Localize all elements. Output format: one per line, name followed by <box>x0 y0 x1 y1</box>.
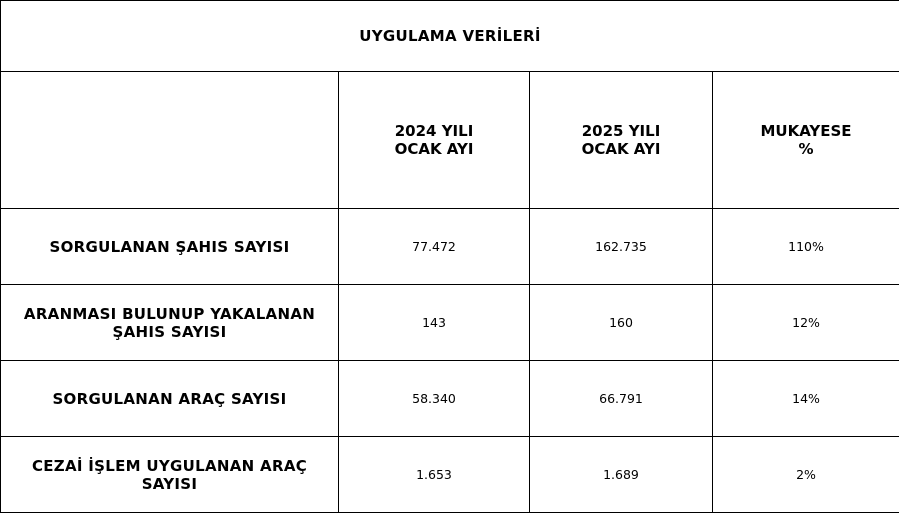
table-title: UYGULAMA VERİLERİ <box>1 1 899 72</box>
value-2025: 66.791 <box>530 361 713 437</box>
value-2025: 160 <box>530 285 713 361</box>
value-2024: 143 <box>339 285 530 361</box>
table-row <box>1 437 899 513</box>
table-row <box>1 285 899 361</box>
table-row <box>1 209 899 285</box>
row-label: SORGULANAN ARAÇ SAYISI <box>1 361 339 437</box>
value-2024: 1.653 <box>339 437 530 513</box>
table-row <box>1 361 899 437</box>
row-label: SORGULANAN ŞAHIS SAYISI <box>1 209 339 285</box>
value-change-percent: 12% <box>713 285 899 361</box>
header-2025-january: 2025 YILI OCAK AYI <box>530 72 713 209</box>
header-comparison-percent: MUKAYESE % <box>713 72 899 209</box>
value-change-percent: 110% <box>713 209 899 285</box>
header-empty-cell <box>1 72 339 209</box>
value-2024: 77.472 <box>339 209 530 285</box>
header-2024-january: 2024 YILI OCAK AYI <box>339 72 530 209</box>
row-label: CEZAİ İŞLEM UYGULANAN ARAÇ SAYISI <box>1 437 339 513</box>
value-change-percent: 2% <box>713 437 899 513</box>
value-change-percent: 14% <box>713 361 899 437</box>
value-2025: 1.689 <box>530 437 713 513</box>
value-2024: 58.340 <box>339 361 530 437</box>
header-row <box>1 72 899 209</box>
title-row <box>1 1 899 72</box>
row-label: ARANMASI BULUNUP YAKALANAN ŞAHIS SAYISI <box>1 285 339 361</box>
value-2025: 162.735 <box>530 209 713 285</box>
